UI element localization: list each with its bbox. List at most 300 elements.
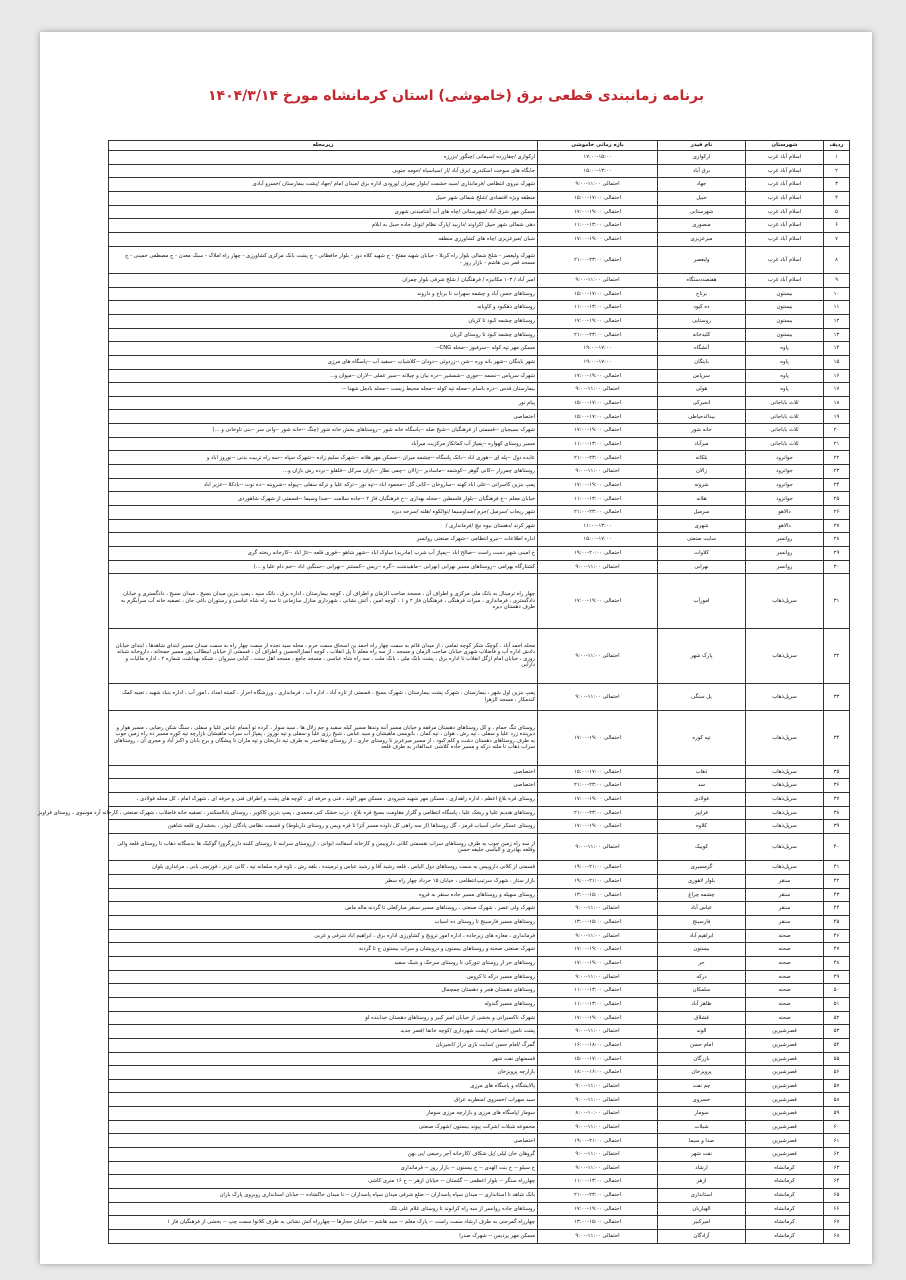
row-index: ۷ [824, 232, 850, 246]
table-row [109, 191, 850, 205]
row-index: ۶۵ [824, 1189, 850, 1203]
row-city: اسلام آباد غرب [746, 178, 824, 192]
table-header-row [109, 141, 850, 151]
table-row [109, 465, 850, 479]
row-time: احتمالی ۲۳:۰۰-۲۱:۰۰ [538, 1189, 658, 1203]
row-time: احتمالی ۲۳:۰۰-۲۱:۰۰ [538, 506, 658, 520]
row-index: ۵۷ [824, 1079, 850, 1093]
row-city: صحنه [746, 984, 824, 998]
row-time: احتمالی ۱۱:۰۰-۹:۰۰ [538, 178, 658, 192]
row-index: ۶۸ [824, 1230, 850, 1244]
row-time: احتمالی ۱۱:۰۰-۹:۰۰ [538, 833, 658, 860]
table-body [38, 151, 850, 1244]
row-time: احتمالی ۱۳:۰۰-۱۱:۰۰ [538, 997, 658, 1011]
row-feeder: ازهر [658, 1175, 746, 1189]
table-row [109, 178, 850, 192]
row-area: مجموعه شیلات /شرکت پیوند بیستون /شهرک صنعتی [109, 1120, 538, 1134]
row-city: پاوه [746, 342, 824, 356]
row-feeder: ارشاد [658, 1161, 746, 1175]
row-feeder: سلمکان [658, 984, 746, 998]
row-time: ۱۵:۰۰-۱۷:۰۰ [538, 533, 658, 547]
row-city: سرپل‌ذهاب [746, 793, 824, 807]
row-city: سنقر [746, 915, 824, 929]
row-area: روستای تنگ حمام ، و کل روستاهای دهستان مرقفه و خیابان مسیر آبنه وندها مسیر کیله سفید و جم زلال ها ، سید سوار ، کرده تو آبسام عباس علیا و سفلی ، سنگ شکن رضایی ، مسیر هوار و دیرپنده زرد علیا و سفلی ، تپه رش ، هوان ، تپه کمان ، بانویسی ماهیشان و سید عباس ، شیخ رزی علیا و سفلی و تپه نوروز ، پمپاژ آب سراب ماهیشان بازارچه تپه کوره مسیر ده راه زمین جوب به طرف روستاهای دهستان دشت و کلم کبود ، از مسیر میرعزیز تا روستای جاری ، از روستای چقاحیدر به طرف تپه داریخان و تپه ماران تا پیشگان و برج بابان و اکبر آباد و مجری آن ، روستاهای سراب ذهاب تا ملته درکه و مسیر جاده کلاشی عبدالقادر به طرف قلعه [109, 711, 538, 766]
row-feeder: خسروی [658, 1093, 746, 1107]
row-city: سرپل‌ذهاب [746, 806, 824, 820]
row-index: ۶۳ [824, 1161, 850, 1175]
row-feeder: آتشگاه [658, 342, 746, 356]
table-row [109, 246, 850, 273]
row-time: احتمالی ۱۱:۰۰-۹:۰۰ [538, 383, 658, 397]
table-row [109, 1161, 850, 1175]
row-city: کرمانشاه [746, 1189, 824, 1203]
table-row [109, 383, 850, 397]
row-feeder: گرمسیری [658, 861, 746, 875]
row-time: احتمالی ۱۵:۰۰-۱۳:۰۰ [538, 915, 658, 929]
row-city: قصرشیرین [746, 1066, 824, 1080]
row-city: سرپل‌ذهاب [746, 820, 824, 834]
header-feeder: نام فیدر [658, 141, 746, 151]
row-feeder: شهری [658, 519, 746, 533]
row-feeder: میرآباد [658, 437, 746, 451]
row-index: ۲۲ [824, 451, 850, 465]
row-city: کرمانشاه [746, 1175, 824, 1189]
row-feeder: نفت شهر [658, 1148, 746, 1162]
row-index: ۲۵ [824, 492, 850, 506]
row-index: ۴۹ [824, 970, 850, 984]
row-area: روستای عسکر خانی آسیاب قرمز ، گل روستاها (از سه راهی کل داوده مسیر آتزا تا قره ویس و روستای داربلوط) و قسمت نظامی پادگان ابوذر ، بخشداری قلعه شاهین [109, 820, 538, 834]
row-feeder: انجیرکی [658, 396, 746, 410]
row-index: ۶۶ [824, 1202, 850, 1216]
table-row [109, 1052, 850, 1066]
row-area: اختصاصی [109, 1134, 538, 1148]
row-index: ۳۹ [824, 820, 850, 834]
table-row [109, 861, 850, 875]
row-time: احتمالی ۲۰:۰۰-۱۹:۰۰ [538, 547, 658, 561]
table-row [109, 219, 850, 233]
table-row [109, 929, 850, 943]
table-row [109, 410, 850, 424]
row-area: روستاهای حر از روستای تنورکی تا روستای سرخک و شیک سفید [109, 956, 538, 970]
row-feeder: سومار [658, 1107, 746, 1121]
row-area: روستاهای چشمه کبود تا روستای کریان [109, 328, 538, 342]
table-row [109, 205, 850, 219]
row-feeder: طاهر آباد [658, 997, 746, 1011]
row-city: قصرشیرین [746, 1038, 824, 1052]
row-area: روستای سهیله و روستاهای مسیر جاده سنقر به قروه [109, 888, 538, 902]
row-feeder: ده کبود [658, 301, 746, 315]
row-area: روستاهای مسیر فارسینج تا روستای ده اسیاب [109, 915, 538, 929]
row-area: پمپ بنزین کاسرانی --علی اباد کهنه --ساروخان --کانی گل --محمود اباد --تپه نور --ترکه علیا و ترکه سفلی --پیوله --شروینه --ده نوت --بادکلا --عزیز اباد [109, 478, 538, 492]
row-time: احتمالی ۱۱:۰۰-۹:۰۰ [538, 560, 658, 574]
row-time: احتمالی ۲۳:۰۰-۲۱:۰۰ [538, 451, 658, 465]
row-feeder: قشلاق [658, 1011, 746, 1025]
row-time: احتمالی ۱۱:۰۰-۹:۰۰ [538, 1161, 658, 1175]
row-area: شهرک ولیعصر - شلخ شمالی بلوار راه کربلا - خیابان شهید مفتح - ج شهید کلاه دوز - بلوار حافظانی - ج پشت بانک مرکزی کشاورزی - چهار راه املاک - سبک معدن - ج مصطفی خمینی - ج مسجد قمر بنی هاشم - بازار روز - [109, 246, 538, 273]
row-feeder: شهرستانی [658, 205, 746, 219]
row-time: احتمالی ۱۱:۰۰-۹:۰۰ [538, 1079, 658, 1093]
table-row [109, 451, 850, 465]
row-city: قصرشیرین [746, 1025, 824, 1039]
row-area: شهر ریجاب /سرمیل /جرم /صداوسیما /نوالکوه /هلنه /سرخه دیزه [109, 506, 538, 520]
row-area: بیمارستان قدس --دره باسام --محله تپه کوله --محله محیط زیست --محله بادمل شهدا -- [109, 383, 538, 397]
row-area: پیام نور [109, 396, 538, 410]
row-area: شهرک بسیجیان --قسمتی از فرهنگیان --شیخ صله --پاسگاه خانه شور --روستاهای بخش خانه شور (چنگ --خانه شور --وانی سر --بنی تاوخانی و ...) [109, 424, 538, 438]
row-feeder: امورآب [658, 574, 746, 629]
table-row [109, 396, 850, 410]
row-city: کرمانشاه [746, 1161, 824, 1175]
row-index: ۵۶ [824, 1066, 850, 1080]
row-time: احتمالی ۱۸:۰۰-۱۶:۰۰ [538, 1038, 658, 1052]
row-index: ۱۰ [824, 287, 850, 301]
row-city: کرمانشاه [746, 1216, 824, 1230]
row-city: پاوه [746, 383, 824, 397]
row-index: ۲۱ [824, 437, 850, 451]
row-area: خ امینی شهر دست راست --صالح اباد --پمپاژ آب شرب (مادرید) ساوک اباد --شهر شاهو --قوری قلعه --تاژ اباد --کارخانه ریخته گری [109, 547, 538, 561]
row-area: مسیر روستای کهواره --پمپاژ آب کمانکار مرکزیت میرآباد [109, 437, 538, 451]
row-index: ۳ [824, 178, 850, 192]
row-feeder: برناج [658, 287, 746, 301]
row-area: دهی شمالی شهر حبیل /کراوند /داربید /پارک نظام /تونل جاده حبیل به ایلام [109, 219, 538, 233]
row-city: دالاهو [746, 506, 824, 520]
row-area: سید سهراب /خسروی /منظریه عراق [109, 1093, 538, 1107]
schedule-table [38, 140, 850, 1244]
row-index: ۲۷ [824, 519, 850, 533]
row-area: روستاهای حسن آباد و چشمه سهراب تا برناج و داروند [109, 287, 538, 301]
row-area: پشت تامین اجتماعی /پشت شهرداری /کوچه خانقا /قصر جدید [109, 1025, 538, 1039]
row-time: احتمالی ۱۱:۰۰-۹:۰۰ [538, 683, 658, 710]
row-city: سرپل‌ذهاب [746, 765, 824, 779]
row-feeder: ارکوازی [658, 151, 746, 165]
table-row [109, 956, 850, 970]
row-area: کشتارگاه بهرامی --روستاهای مسیر نهرابی (نهرابی --ماهیدشت --گره --ریس --کستنتر --نهرابی --سنگین اباد --خم دام علیا و ...) [109, 560, 538, 574]
row-area: مسکن مهر پردیس -- شهرک صدرا [109, 1230, 538, 1244]
table-row [109, 519, 850, 533]
row-index: ۴۴ [824, 902, 850, 916]
row-time: احتمالی ۱۱:۰۰-۹:۰۰ [538, 929, 658, 943]
row-city: سرپل‌ذهاب [746, 574, 824, 629]
row-city: اسلام آباد غرب [746, 246, 824, 273]
row-feeder: بلوار لاهوری [658, 874, 746, 888]
row-area: بازار ستار ، شهرک سرتیپ‌انتظامی ، خیابان ۱۵ خرداد چهار راه سطر [109, 874, 538, 888]
row-index: ۱۷ [824, 383, 850, 397]
row-feeder: سرپاس [658, 369, 746, 383]
row-time: احتمالی ۱۱:۰۰-۹:۰۰ [538, 1120, 658, 1134]
row-city: ثلاث باباجانی [746, 410, 824, 424]
row-city: اسلام آباد غرب [746, 219, 824, 233]
row-time: ۱۵:۰۰-۱۳:۰۰ [538, 164, 658, 178]
row-area: شهرک ولی عصر ، شهرک صنعتی ، روستاهای مسیر سنقر مبارکعلی تا گردنه ماله ماس [109, 902, 538, 916]
row-city: صحنه [746, 956, 824, 970]
table-row [109, 1216, 850, 1230]
row-time: احتمالی ۱۹:۰۰-۱۷:۰۰ [538, 478, 658, 492]
row-city: ثلاث باباجانی [746, 396, 824, 410]
table-row [109, 301, 850, 315]
table-row [109, 574, 850, 629]
row-area: گمرگ /امام حسن /سایت بازی دراز /انجیریان [109, 1038, 538, 1052]
row-feeder: فرایپز [658, 806, 746, 820]
row-index: ۱۹ [824, 410, 850, 424]
table-row [109, 915, 850, 929]
table-row [109, 1148, 850, 1162]
row-index: ۶۴ [824, 1175, 850, 1189]
row-time: احتمالی ۱۷:۰۰-۱۵:۰۰ [538, 1052, 658, 1066]
row-index: ۵۸ [824, 1093, 850, 1107]
row-area: چهارراه گمرجنی به طرف ارشاد سمت راست -- پارک معلم -- سید هاشم -- خیابان حجارها -- چهارراه آتش نشانی به طرف کلانوا سمت چپ -- بخشی از فرهنگیان فاز ۱ [109, 1216, 538, 1230]
row-feeder: کلاوه [658, 820, 746, 834]
table-row [109, 1038, 850, 1052]
row-area: روستاهای مسیر درکه تا کروس [109, 970, 538, 984]
row-feeder: امام حسن [658, 1038, 746, 1052]
row-feeder: خانه شور [658, 424, 746, 438]
row-time: احتمالی ۲۱:۰۰-۱۹:۰۰ [538, 1134, 658, 1148]
row-feeder: بازرگان [658, 1052, 746, 1066]
row-time: احتمالی ۱۱:۰۰-۹:۰۰ [538, 1148, 658, 1162]
table-row [109, 273, 850, 287]
row-city: دالاهو [746, 519, 824, 533]
row-city: صحنه [746, 943, 824, 957]
row-index: ۳۷ [824, 793, 850, 807]
row-area: پمپ بنزین اول شهر ، بیمارستان ، شهرک پشت بیمارستان ، شهرک بسیج ، قسمتی از تازه آباد ، اداره آب ، فرمانداری ، ورزشگاه احرار ، کمیته امداد ، امور آب ، اداره بنیاد شهید ، تعبیه کمک کندمکار ، مسجد الزهرا [109, 683, 538, 710]
row-feeder: باینگان [658, 355, 746, 369]
row-city: سرپل‌ذهاب [746, 779, 824, 793]
row-city: ثلاث باباجانی [746, 424, 824, 438]
row-index: ۱۳ [824, 328, 850, 342]
row-city: جوانرود [746, 451, 824, 465]
row-area: شهر باینگان --شهر بانه وره --شن --زردوئی --دودان --کلاشیاب --سفید آب --پاسگاه های مرزی [109, 355, 538, 369]
table-row [109, 560, 850, 574]
row-index: ۲۸ [824, 533, 850, 547]
row-area: خیابان معلم --خ فرهنگیان --بلوار فلسطین --محله بهداری --خ فرهنگیان فاز ۲ --جاده سلامت --صدا وسیما --قسمتی از شهرک شاهوردی [109, 492, 538, 506]
row-feeder: روستایی [658, 314, 746, 328]
row-index: ۳۱ [824, 574, 850, 629]
row-time: احتمالی ۲۱:۰۰-۱۹:۰۰ [538, 861, 658, 875]
row-time: احتمالی ۱۳:۰۰-۱۱:۰۰ [538, 984, 658, 998]
table-row [109, 888, 850, 902]
row-time: احتمالی ۲۳:۰۰-۲۱:۰۰ [538, 328, 658, 342]
row-feeder: الوند [658, 1025, 746, 1039]
row-area: پالایشگاه و پاسگاه های مرزی [109, 1079, 538, 1093]
table-row [109, 492, 850, 506]
row-time: احتمالی ۱۱:۰۰-۹:۰۰ [538, 1025, 658, 1039]
row-city: پاوه [746, 355, 824, 369]
row-area: قسمتی از کلانی داروییس به سمت روستاهای دول الیاس ، قلعه رشید آقا و رشید عباس و ترمینده ، بلقه رش ، تاوه قره سلمانه تپه ، کانی عزیز ، قورتچی بانی ، مرغداری بلوان [109, 861, 538, 875]
row-city: اسلام آباد غرب [746, 151, 824, 165]
row-index: ۱۶ [824, 369, 850, 383]
row-feeder: عباس آباد [658, 902, 746, 916]
table-row [109, 355, 850, 369]
table-row [109, 1066, 850, 1080]
row-index: ۶۲ [824, 1148, 850, 1162]
row-feeder: کلاوات [658, 547, 746, 561]
row-index: ۴۷ [824, 943, 850, 957]
row-time: احتمالی ۱۱:۰۰-۹:۰۰ [538, 629, 658, 684]
row-index: ۵۰ [824, 984, 850, 998]
row-time: احتمالی ۱۱:۰۰-۹:۰۰ [538, 465, 658, 479]
row-feeder: تپه کوره [658, 711, 746, 766]
table-row [109, 314, 850, 328]
row-feeder: ولیعصر [658, 246, 746, 273]
row-index: ۶۱ [824, 1134, 850, 1148]
table-row [109, 970, 850, 984]
row-index: ۵۴ [824, 1038, 850, 1052]
row-area: امیر آباد / ۱۰۳ مکانیزه / فرهنگیان / شلخ شرقی بلوار چمران [109, 273, 538, 287]
row-area: از سه راه زمین جوب به طرف روستاهای سراب‌ نقسمتی کلانی داروییس و کارخانه آسفالت ابوانی ، ازروستای سرابنه تا روستای کلینه داریزگروزا گوکیک ها بدسگانه دهاب تا روستای قلعه والی وقلعه بهادری و الیاسی خلیفه حسن [109, 833, 538, 860]
row-feeder: برق آباد [658, 164, 746, 178]
row-area: اختصاصی [109, 765, 538, 779]
row-time: احتمالی ۲۳:۰۰-۲۱:۰۰ [538, 246, 658, 273]
row-area: شیان /میرعزیزی /چاه های کشاورزی منطقه [109, 232, 538, 246]
row-time: احتمالی ۱۹:۰۰-۱۷:۰۰ [538, 232, 658, 246]
row-city: سرپل‌ذهاب [746, 861, 824, 875]
row-area: بانک شاهد تا استانداری -- میدان سپاه پاسداران -- ضلع شرقی میدان سپاه پاسداران -- تا میدان خاکشاده -- خیابان استانداری روبروی پارک باران [109, 1189, 538, 1203]
row-city: سرپل‌ذهاب [746, 629, 824, 684]
row-feeder: بیدالدحیاطی [658, 410, 746, 424]
row-time: احتمالی ۱۳:۰۰-۱۱:۰۰ [538, 437, 658, 451]
row-time: احتمالی ۱۹:۰۰-۱۷:۰۰ [538, 711, 658, 766]
row-area: روستاهای هندیم علیا و ریخک علیا ، پاسگاه انتظامی و گلزار مقاومت بسیج قره بلاغ ، درب خشک کنی محمدی ، پمپ بنزین کاکویر ، روستای بابالسکندر ، تصفیه خانه فاضلاب ، شهرک صنعتی ، کارخانه آرد موسوی ، روستای قراویز [109, 806, 538, 820]
table-row [109, 1079, 850, 1093]
table-row [109, 328, 850, 342]
row-area: روستاهای جاده روانسر از سه راه کرانوند تا روستای غلام علی تلک [109, 1202, 538, 1216]
row-area: عابده دول --پله ای --هوری اباد --بانک پاسگاه --چشمه میران --مسکن مهر هلانه --شهرک سلیم زاده --شهرک سپاه --سه راه تربیت بدنی --نوروز اباد و [109, 451, 538, 465]
row-feeder: سد [658, 779, 746, 793]
row-area: روستای قره بلاغ اعظم ، اداره راهداری ، مسکن مهر شهید شیرودی ، مسکن مهر الوند ، فنی و حرفه ای ، کوچه های پشت و اطراف فنی و حرفه ای ، شهرک امام ، کل محله فولادی ، [109, 793, 538, 807]
row-index: ۲۹ [824, 547, 850, 561]
row-feeder: میرعزیزی [658, 232, 746, 246]
row-area: روستاهای دهکبود و کاویانه [109, 301, 538, 315]
row-feeder: شرونه [658, 478, 746, 492]
row-time: احتمالی ۱۱:۰۰-۹:۰۰ [538, 902, 658, 916]
row-city: پاوه [746, 369, 824, 383]
row-area: شهرک ناکسیرانی و بخشی از خیابان امیر کبیر و روستاهای دهستان خدابنده لو [109, 1011, 538, 1025]
row-area: قسمتهای نفت شهر [109, 1052, 538, 1066]
table-row [109, 874, 850, 888]
row-feeder: پارک شهر [658, 629, 746, 684]
row-feeder: فارسینج [658, 915, 746, 929]
row-city: جوانرود [746, 465, 824, 479]
row-feeder: جهاد [658, 178, 746, 192]
row-feeder: هفتصددستگاه [658, 273, 746, 287]
row-index: ۱۱ [824, 301, 850, 315]
row-feeder: چم‌ نفت [658, 1079, 746, 1093]
row-area: بازارچه پرویزخان [109, 1066, 538, 1080]
row-feeder: امیرکبیر [658, 1216, 746, 1230]
table-row [109, 533, 850, 547]
row-time: احتمالی ۱۷:۰۰-۱۵:۰۰ [538, 287, 658, 301]
row-index: ۴۲ [824, 874, 850, 888]
table-row [109, 342, 850, 356]
row-area: روستاهای چشمه کبود تا کریان [109, 314, 538, 328]
row-time: احتمالی ۱۹:۰۰-۱۷:۰۰ [538, 943, 658, 957]
row-index: ۱۲ [824, 314, 850, 328]
row-feeder: نهرابی [658, 560, 746, 574]
table-row [109, 820, 850, 834]
row-area: گروهان خان لیلی /پل شکاف /کارخانه آجر رحیمی /بی بهن [109, 1148, 538, 1162]
table-row [109, 1230, 850, 1244]
row-time: احتمالی ۱۱:۰۰-۹:۰۰ [538, 273, 658, 287]
row-feeder: درکه [658, 970, 746, 984]
table-row [109, 1189, 850, 1203]
table-row [109, 164, 850, 178]
row-city: سنقر [746, 888, 824, 902]
row-time: احتمالی ۱۷:۰۰-۱۵:۰۰ [538, 765, 658, 779]
row-feeder: حر [658, 956, 746, 970]
row-index: ۳۰ [824, 560, 850, 574]
table-row [109, 437, 850, 451]
table-row [109, 1107, 850, 1121]
row-time: احتمالی ۱۹:۰۰-۱۷:۰۰ [538, 314, 658, 328]
row-area: مسکن مهر شرق آباد /شهرستانی /چاه های آب آشامیدنی شهری [109, 205, 538, 219]
row-time: احتمالی ۱۳:۰۰-۱۱:۰۰ [538, 1175, 658, 1189]
row-area: فرمانداری ، مغازه های زیرجاده ، اداره امور ترویج و کشاورزی اداره برق ، ابراهیم اباد شرقی و غربی [109, 929, 538, 943]
row-area: چهارراه سنگر -- بلوار اعظمی -- گلستان -- خیابان ازهر -- خ ۱۶ متری کاشی [109, 1175, 538, 1189]
row-index: ۴ [824, 191, 850, 205]
header-time: بازه زمانی خاموشی [538, 141, 658, 151]
row-city: قصرشیرین [746, 1052, 824, 1066]
table-row [109, 765, 850, 779]
row-time: احتمالی ۱۶:۰۰-۱۸:۰۰ [538, 1066, 658, 1080]
row-city: بیستون [746, 314, 824, 328]
table-row [109, 1093, 850, 1107]
row-index: ۲۰ [824, 424, 850, 438]
row-index: ۱۵ [824, 355, 850, 369]
row-index: ۵۳ [824, 1025, 850, 1039]
row-city: بیستون [746, 287, 824, 301]
row-area: اختصاصی [109, 779, 538, 793]
row-index: ۵۹ [824, 1107, 850, 1121]
row-time: احتمالی ۱۳:۰۰-۱۱:۰۰ [538, 219, 658, 233]
row-index: ۳۵ [824, 765, 850, 779]
row-city: صحنه [746, 997, 824, 1011]
table-row [109, 1175, 850, 1189]
row-area: ارکوازی /چقازرده /سیمانی /چنگور /بزرزه [109, 151, 538, 165]
row-city: بیستون [746, 301, 824, 315]
row-city: کرمانشاه [746, 1202, 824, 1216]
row-city: قصرشیرین [746, 1120, 824, 1134]
row-area: سومار /پاسگاه های مرزی و بازارچه مرزی سومار [109, 1107, 538, 1121]
row-time: احتمالی ۱۳:۰۰-۱۱:۰۰ [538, 301, 658, 315]
row-city: سرپل‌ذهاب [746, 683, 824, 710]
row-index: ۲۳ [824, 465, 850, 479]
table-row [109, 902, 850, 916]
row-area: خ سیلو -- خ بنت الهدی -- خ بیستون -- بازار روز -- فرمانداری [109, 1161, 538, 1175]
row-feeder: پل سنگی [658, 683, 746, 710]
row-feeder: استانداری [658, 1189, 746, 1203]
row-time: احتمالی ۱۱:۰۰-۹:۰۰ [538, 1093, 658, 1107]
row-time: احتمالی ۱۱:۰۰-۹:۰۰ [538, 970, 658, 984]
row-area: شهرک صنعتی صحنه و روستاهای بیستون و درویشان و سراب بیستون ج تا گردنه [109, 943, 538, 957]
row-index: ۵۵ [824, 1052, 850, 1066]
row-index: ۸ [824, 246, 850, 273]
row-index: ۱ [824, 151, 850, 165]
row-feeder: سایت صنعتی [658, 533, 746, 547]
row-city: روانسر [746, 533, 824, 547]
row-city: قصرشیرین [746, 1148, 824, 1162]
row-index: ۱۴ [824, 342, 850, 356]
row-feeder: هولی [658, 383, 746, 397]
row-feeder: سرمیل [658, 506, 746, 520]
row-index: ۲۶ [824, 506, 850, 520]
row-time: احتمالی ۱۷:۰۰-۱۵:۰۰ [538, 410, 658, 424]
row-index: ۴۵ [824, 915, 850, 929]
row-time: احتمالی ۱۵:۰۰-۱۳:۰۰ [538, 1216, 658, 1230]
row-city: قصرشیرین [746, 1134, 824, 1148]
row-index: ۵۲ [824, 1011, 850, 1025]
row-city: قصرشیرین [746, 1107, 824, 1121]
table-row [109, 287, 850, 301]
row-time: احتمالی ۱۹:۰۰-۱۷:۰۰ [538, 574, 658, 629]
